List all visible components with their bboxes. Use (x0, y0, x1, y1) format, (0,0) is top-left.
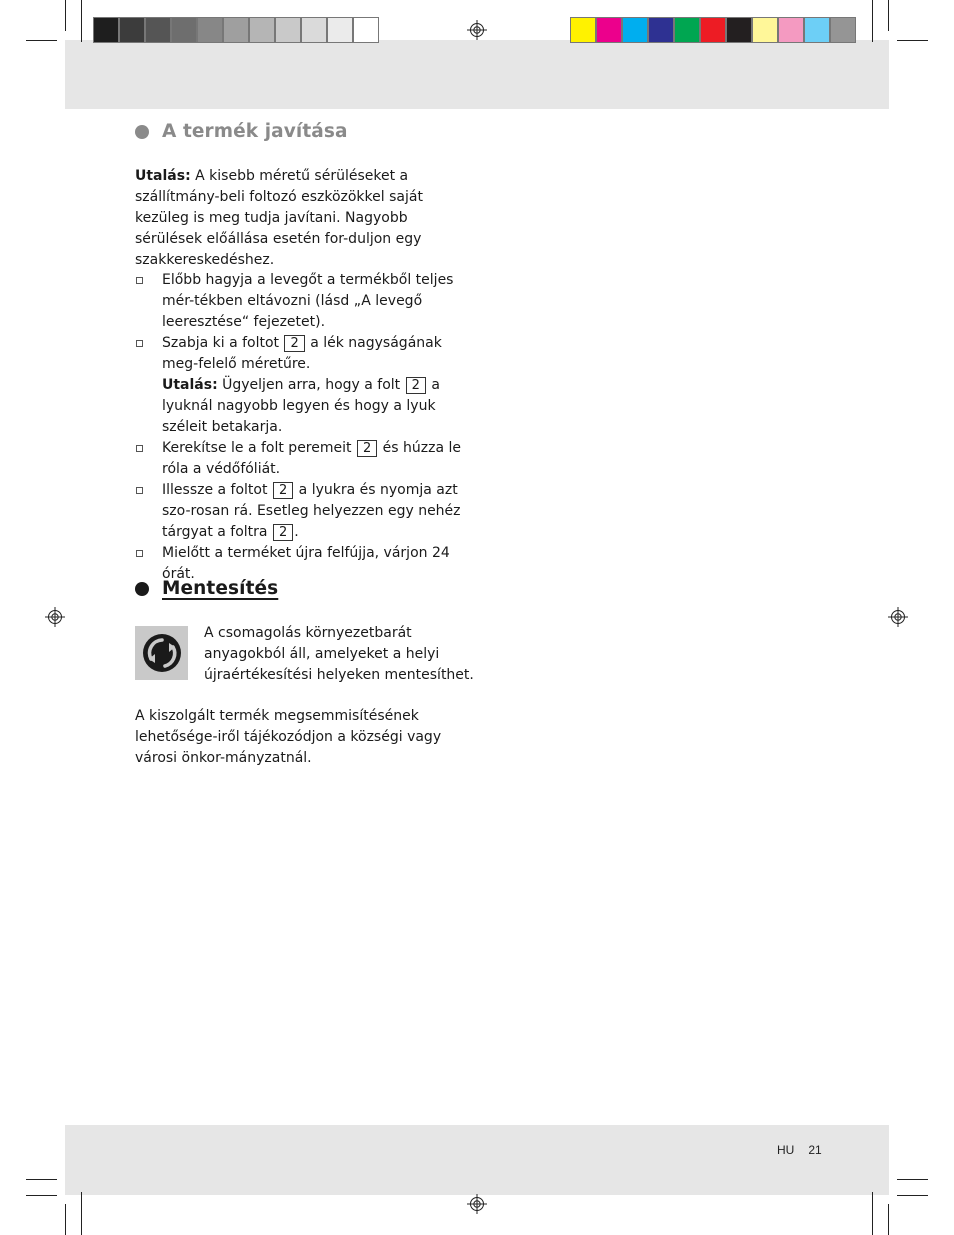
step-text: a lyukra és nyomja azt szo-rosan rá. Esetleg helyezzen egy nehéz tárgyat a foltra (162, 482, 461, 540)
color-swatch (570, 17, 596, 43)
color-swatch (648, 17, 674, 43)
packaging-text: A csomagolás környezetbarát anyagokból áll, amelyeket a helyi újraértékesítési helyeken mentesíthet. (204, 625, 474, 683)
color-strip (570, 17, 856, 43)
green-dot-recycling-icon (135, 626, 188, 680)
section-heading-disposal (135, 578, 278, 599)
crop-mark (81, 1192, 82, 1235)
step-text: Szabja ki a foltot (162, 335, 284, 351)
color-swatch (804, 17, 830, 43)
step-text: a lék nagyságának meg-felelő méretűre. (162, 335, 442, 372)
color-swatch (119, 17, 145, 43)
color-swatch (726, 17, 752, 43)
crop-mark (65, 1204, 66, 1235)
crop-mark (897, 1179, 928, 1180)
color-swatch (778, 17, 804, 43)
color-swatch (674, 17, 700, 43)
bullet-dot-icon (135, 125, 149, 139)
repair-steps (135, 270, 470, 585)
color-swatch (327, 17, 353, 43)
section-title: Mentesítés (162, 578, 279, 599)
color-swatch (622, 17, 648, 43)
checkbox-bullet-icon (136, 277, 143, 284)
part-reference: 2 (284, 335, 304, 352)
crop-mark (26, 1195, 57, 1196)
color-swatch (353, 17, 379, 43)
step-text: a lyuknál nagyobb legyen és hogy a lyuk széleit betakarja. (162, 377, 440, 435)
color-swatch (275, 17, 301, 43)
page-footer (777, 1143, 822, 1157)
checkbox-bullet-icon (136, 340, 143, 347)
note-text: A kisebb méretű sérüléseket a szállítmány-beli foltozó eszközökkel saját kezüleg is meg tudja javítani. Nagyobb sérülések előállása esetén for-duljon egy szakkereskedéshez. (135, 168, 423, 268)
list-item (135, 333, 470, 438)
registration-mark-icon (467, 1194, 487, 1214)
crop-mark (888, 0, 889, 31)
disposal-body (135, 706, 470, 769)
part-reference: 2 (357, 440, 377, 457)
note-label: Utalás: (162, 377, 218, 393)
part-reference: 2 (406, 377, 426, 394)
section-title: A termék javítása (162, 121, 348, 142)
crop-mark (897, 40, 928, 41)
registration-mark-icon (45, 607, 65, 627)
step-text: Kerekítse le a folt peremeit (162, 440, 356, 456)
step-text: Illessze a foltot (162, 482, 272, 498)
crop-mark (26, 40, 57, 41)
part-reference: 2 (273, 482, 293, 499)
crop-mark (888, 1204, 889, 1235)
crop-mark (872, 0, 873, 42)
header-band (65, 40, 889, 109)
color-swatch (596, 17, 622, 43)
registration-mark-icon (467, 20, 487, 40)
registration-mark-icon (888, 607, 908, 627)
repair-note (135, 166, 470, 271)
note-label: Utalás: (135, 168, 191, 184)
color-swatch (752, 17, 778, 43)
color-swatch (93, 17, 119, 43)
color-swatch (145, 17, 171, 43)
body-text: A kiszolgált termék megsemmisítésének lehetősége-iről tájékozódjon a községi vagy városi önkor-mányzatnál. (135, 708, 442, 766)
crop-mark (897, 1195, 928, 1196)
bullet-dot-icon (135, 582, 149, 596)
color-swatch (700, 17, 726, 43)
crop-mark (26, 1179, 57, 1180)
part-reference: 2 (273, 524, 293, 541)
language-code: HU (777, 1143, 795, 1157)
step-text: és húzza le róla a védőfóliát. (162, 440, 462, 477)
list-item (135, 438, 470, 480)
checkbox-bullet-icon (136, 550, 143, 557)
color-swatch (301, 17, 327, 43)
step-text: Mielőtt a terméket újra felfújja, várjon 24 órát. (162, 545, 450, 582)
grayscale-strip (93, 17, 379, 43)
checkbox-bullet-icon (136, 487, 143, 494)
list-item (135, 270, 470, 333)
page-number: 21 (808, 1143, 822, 1157)
color-swatch (197, 17, 223, 43)
step-text: . (294, 524, 299, 540)
list-item (135, 480, 470, 543)
crop-mark (65, 0, 66, 31)
section-heading-repair (135, 121, 348, 142)
crop-mark (872, 1192, 873, 1235)
color-swatch (830, 17, 856, 43)
footer-band (65, 1125, 889, 1195)
color-swatch (223, 17, 249, 43)
crop-mark (81, 0, 82, 42)
checkbox-bullet-icon (136, 445, 143, 452)
color-swatch (249, 17, 275, 43)
step-text: Ügyeljen arra, hogy a folt (217, 377, 405, 393)
step-text: Előbb hagyja a levegőt a termékből teljes mér-tékben eltávozni (lásd „A levegő leeresztése“ fejezetet). (162, 272, 454, 330)
color-swatch (171, 17, 197, 43)
